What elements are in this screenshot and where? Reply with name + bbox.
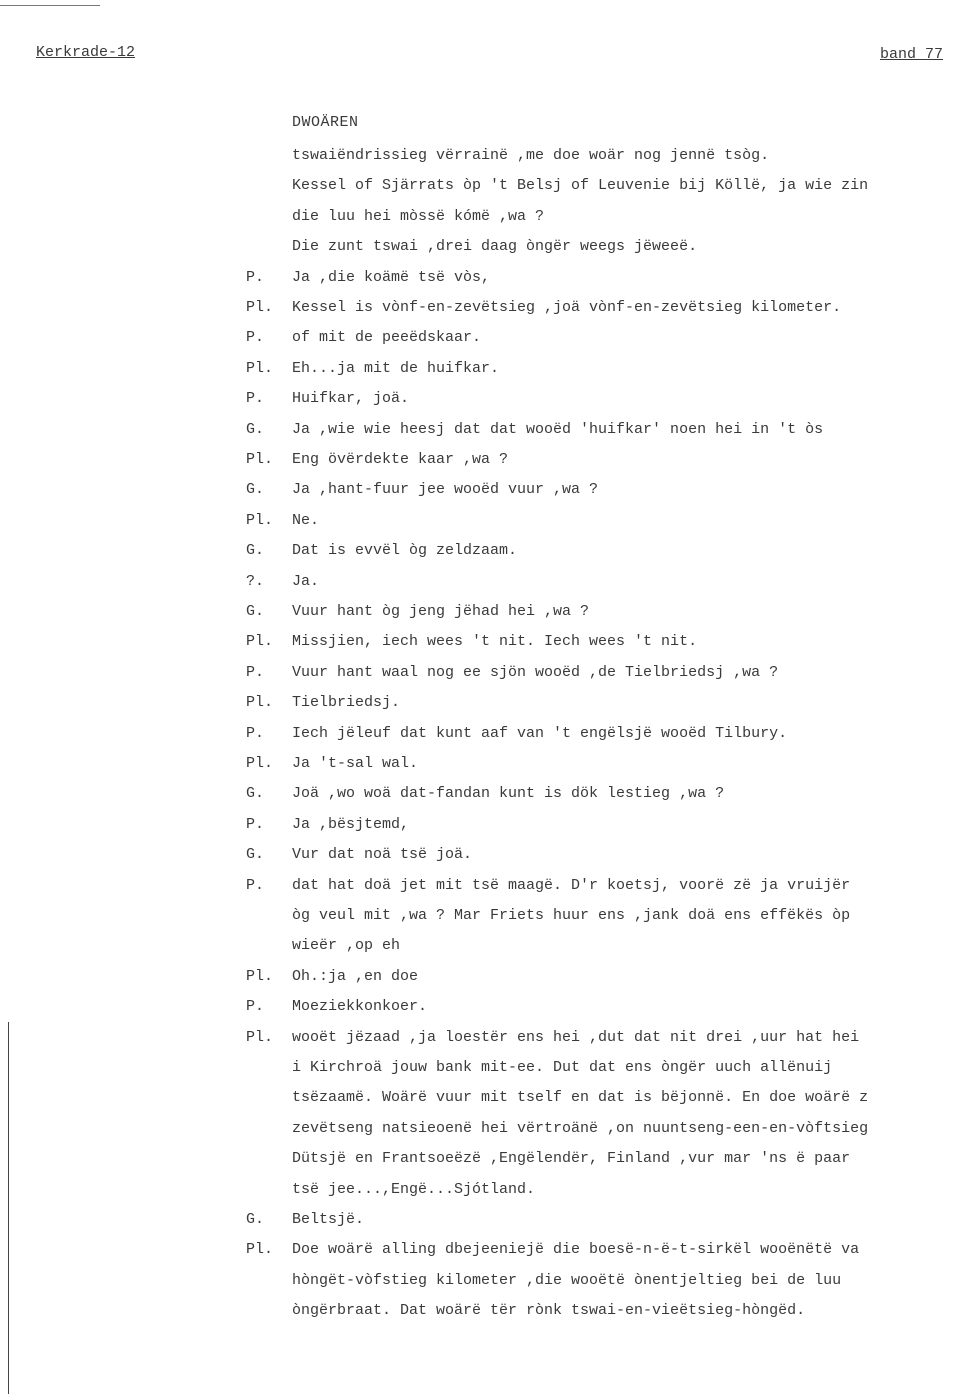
speaker-label: Pl. (246, 512, 274, 529)
transcript-line: Ja. (292, 573, 320, 590)
margin-line (8, 1022, 9, 1394)
transcript-line: i Kirchroä jouw bank mit-ee. Dut dat ens òngër uuch allënuij (292, 1059, 833, 1076)
transcript-line: of mit de peeëdskaar. (292, 329, 482, 346)
speaker-label (246, 1117, 290, 1141)
speaker-label (246, 1147, 290, 1171)
speaker-label: G. (246, 603, 265, 620)
transcript-line: Huifkar, joä. (292, 390, 410, 407)
transcript-line: Ja 't-sal wal. (292, 755, 419, 772)
transcript-line: Vuur hant waal nog ee sjön wooëd ,de Tielbriedsj ,wa ? (292, 664, 779, 681)
speaker-label: Pl. (246, 968, 274, 985)
transcript-line: wooët jëzaad ,ja loestër ens hei ,dut dat nit drei ,uur hat hei (292, 1029, 860, 1046)
speaker-label (246, 174, 290, 198)
transcript-line: zevëtseng natsieoenë hei vërtroänë ,on nuuntseng-een-en-vòftsieg (292, 1120, 869, 1137)
speaker-label: G. (246, 785, 265, 802)
top-rule (0, 5, 100, 6)
speaker-label: P. (246, 390, 265, 407)
transcript-line: Tielbriedsj. (292, 694, 401, 711)
transcript-line: Ja ,die koämë tsë vòs, (292, 269, 491, 286)
transcript-line: Ja ,wie wie heesj dat dat wooëd 'huifkar' noen hei in 't òs (292, 421, 824, 438)
speaker-label: Pl. (246, 451, 274, 468)
transcript-line: Iech jëleuf dat kunt aaf van 't engëlsjë wooëd Tilbury. (292, 725, 788, 742)
transcript-line: Ne. (292, 512, 320, 529)
speaker-label (246, 1086, 290, 1110)
speaker-label: Pl. (246, 694, 274, 711)
speaker-label: Pl. (246, 1029, 274, 1046)
transcript-line: tsëzaamë. Woärë vuur mit tself en dat is bëjonnë. En doe woärë z (292, 1089, 869, 1106)
speaker-label: P. (246, 664, 265, 681)
speaker-label (246, 144, 290, 168)
speaker-label (246, 1056, 290, 1080)
speaker-label: G. (246, 846, 265, 863)
speaker-label (246, 904, 290, 928)
speaker-label: Pl. (246, 633, 274, 650)
transcript-line: tswaiëndrissieg vërrainë ,me doe woär nog jennë tsòg. (292, 147, 770, 164)
transcript-line: Joä ,wo woä dat-fandan kunt is dök lestieg ,wa ? (292, 785, 725, 802)
speaker-label: P. (246, 329, 265, 346)
transcript-line: òngërbraat. Dat woärë tër rònk tswai-en-vieëtsieg-hòngëd. (292, 1302, 806, 1319)
page-header-location: Kerkrade-12 (36, 44, 136, 61)
transcript-line: Die zunt tswai ,drei daag òngër weegs jëweeë. (292, 238, 698, 255)
speaker-label: Pl. (246, 299, 274, 316)
speaker-label (246, 1178, 290, 1202)
transcript-line: Dat is evvël òg zeldzaam. (292, 542, 518, 559)
section-heading: DWOÄREN (292, 114, 359, 131)
transcript-line: Eh...ja mit de huifkar. (292, 360, 500, 377)
speaker-label (246, 235, 290, 259)
speaker-label: G. (246, 481, 265, 498)
speaker-label: G. (246, 421, 265, 438)
speaker-label: Pl. (246, 755, 274, 772)
transcript-line: hòngët-vòfstieg kilometer ,die wooëtë ònentjeltieg bei de luu (292, 1272, 842, 1289)
transcript-line: Oh.:ja ,en doe (292, 968, 419, 985)
transcript-line: tsë jee...,Engë...Sjótland. (292, 1181, 536, 1198)
speaker-label: P. (246, 816, 265, 833)
transcript-line: Missjien, iech wees 't nit. Iech wees 't nit. (292, 633, 698, 650)
speaker-label: Pl. (246, 360, 274, 377)
page-header-band: band 77 (880, 46, 944, 63)
speaker-label: G. (246, 1211, 265, 1228)
speaker-label (246, 205, 290, 229)
speaker-label (246, 934, 290, 958)
transcript-line: Ja ,hant-fuur jee wooëd vuur ,wa ? (292, 481, 599, 498)
speaker-label: P. (246, 269, 265, 286)
transcript-line: Dütsjë en Frantsoeëzë ,Engëlendër, Finland ,vur mar 'ns ë paar (292, 1150, 851, 1167)
transcript-line: Beltsjë. (292, 1211, 365, 1228)
transcript-line: Vur dat noä tsë joä. (292, 846, 473, 863)
speaker-label (246, 1299, 290, 1323)
transcript-line: òg veul mit ,wa ? Mar Friets huur ens ,jank doä ens effëkës òp (292, 907, 851, 924)
transcript-line: Kessel of Sjärrats òp 't Belsj of Leuvenie bij Köllë, ja wie zin (292, 177, 869, 194)
speaker-label: P. (246, 877, 265, 894)
transcript-line: Moeziekkonkoer. (292, 998, 428, 1015)
transcript-line: Ja ,bësjtemd, (292, 816, 410, 833)
speaker-label (246, 1269, 290, 1293)
transcript-line: Doe woärë alling dbejeeniejë die boesë-n-ë-t-sirkël wooënëtë va (292, 1241, 860, 1258)
transcript-line: Kessel is vònf-en-zevëtsieg ,joä vònf-en-zevëtsieg kilometer. (292, 299, 842, 316)
speaker-label: P. (246, 998, 265, 1015)
speaker-label: Pl. (246, 1241, 274, 1258)
transcript-line: wieër ,op eh (292, 937, 401, 954)
transcript-line: dat hat doä jet mit tsë maagë. D'r koetsj, voorë zë ja vruijër (292, 877, 851, 894)
transcript-line: die luu hei mòssë kómë ,wa ? (292, 208, 545, 225)
transcript-line: Eng övërdekte kaar ,wa ? (292, 451, 509, 468)
transcript-line: Vuur hant òg jeng jëhad hei ,wa ? (292, 603, 590, 620)
speaker-label: ?. (246, 573, 265, 590)
speaker-label: G. (246, 542, 265, 559)
speaker-label: P. (246, 725, 265, 742)
